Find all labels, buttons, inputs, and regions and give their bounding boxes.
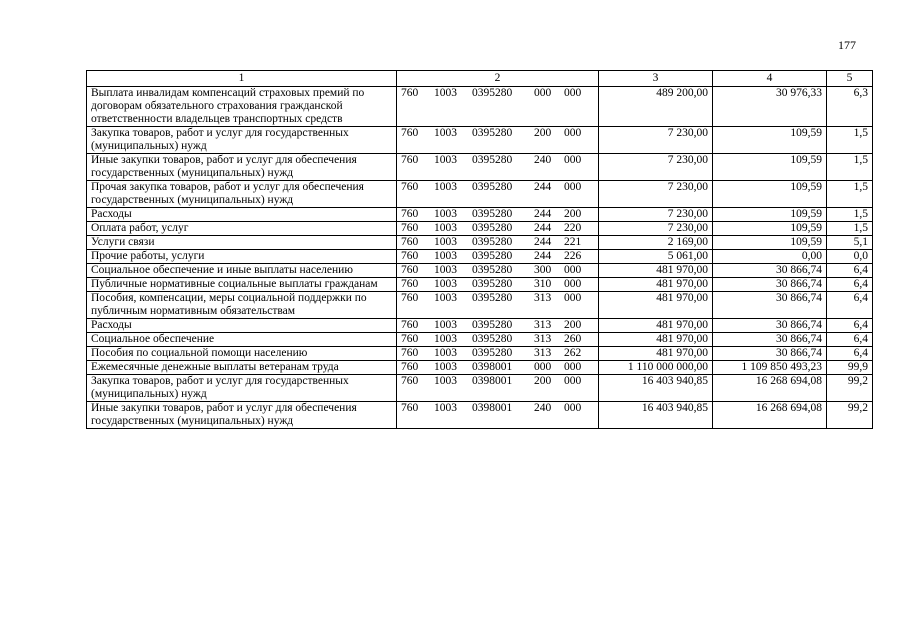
header-col-4: 4 [713,71,827,87]
row-value-v5: 5,1 [827,236,873,250]
row-value-v5: 1,5 [827,208,873,222]
row-value-v5: 99,9 [827,361,873,375]
code-part-5: 000 [564,402,582,414]
code-part-1: 760 [401,236,419,248]
code-part-4: 244 [534,222,552,234]
row-value-v4: 30 866,74 [713,292,827,319]
row-name: Иные закупки товаров, работ и услуг для обеспечения государственных (муниципальных) нужд [87,402,397,429]
code-part-3: 0395280 [472,87,513,99]
row-value-v5: 6,4 [827,264,873,278]
code-part-5: 000 [564,375,582,387]
code-part-2: 1003 [434,250,457,262]
code-part-3: 0395280 [472,278,513,290]
table-row [87,222,873,236]
row-codes [397,347,599,361]
code-part-5: 000 [564,292,582,304]
row-name: Закупка товаров, работ и услуг для государственных (муниципальных) нужд [87,375,397,402]
row-value-v4: 1 109 850 493,23 [713,361,827,375]
table-row [87,250,873,264]
row-value-v4: 30 976,33 [713,87,827,127]
row-name: Социальное обеспечение [87,333,397,347]
code-part-1: 760 [401,361,419,373]
code-part-1: 760 [401,347,419,359]
code-part-4: 200 [534,127,552,139]
code-part-1: 760 [401,222,419,234]
row-value-v3: 7 230,00 [599,154,713,181]
row-value-v3: 7 230,00 [599,127,713,154]
code-part-3: 0395280 [472,181,513,193]
row-value-v5: 0,0 [827,250,873,264]
table-row [87,181,873,208]
row-name: Расходы [87,319,397,333]
code-part-2: 1003 [434,333,457,345]
code-part-1: 760 [401,208,419,220]
row-value-v4: 109,59 [713,181,827,208]
code-part-2: 1003 [434,402,457,414]
code-part-2: 1003 [434,127,457,139]
row-value-v4: 0,00 [713,250,827,264]
code-part-1: 760 [401,375,419,387]
code-part-2: 1003 [434,347,457,359]
code-part-3: 0398001 [472,361,513,373]
code-part-3: 0395280 [472,208,513,220]
row-value-v5: 6,4 [827,333,873,347]
code-part-5: 000 [564,181,582,193]
row-value-v3: 7 230,00 [599,208,713,222]
code-part-1: 760 [401,333,419,345]
row-value-v4: 30 866,74 [713,319,827,333]
code-part-3: 0395280 [472,347,513,359]
code-part-3: 0395280 [472,319,513,331]
code-part-2: 1003 [434,222,457,234]
row-value-v4: 30 866,74 [713,333,827,347]
code-part-3: 0395280 [472,236,513,248]
row-codes [397,292,599,319]
row-name: Ежемесячные денежные выплаты ветеранам труда [87,361,397,375]
code-part-5: 200 [564,319,582,331]
row-name: Прочие работы, услуги [87,250,397,264]
code-part-5: 221 [564,236,582,248]
table-header [87,71,873,87]
code-part-2: 1003 [434,278,457,290]
row-value-v5: 1,5 [827,127,873,154]
table-row [87,87,873,127]
row-value-v4: 109,59 [713,208,827,222]
code-part-1: 760 [401,402,419,414]
row-name: Закупка товаров, работ и услуг для государственных (муниципальных) нужд [87,127,397,154]
code-part-1: 760 [401,154,419,166]
code-part-4: 313 [534,347,552,359]
code-part-1: 760 [401,250,419,262]
code-part-1: 760 [401,87,419,99]
row-name: Выплата инвалидам компенсаций страховых премий по договорам обязательного страхования гражданской ответственности владельцев транспортных средств [87,87,397,127]
row-codes [397,361,599,375]
table-row [87,319,873,333]
row-name: Расходы [87,208,397,222]
row-codes [397,154,599,181]
row-codes [397,319,599,333]
row-name: Социальное обеспечение и иные выплаты населению [87,264,397,278]
table-row [87,154,873,181]
code-part-1: 760 [401,292,419,304]
row-codes [397,278,599,292]
row-value-v5: 1,5 [827,222,873,236]
row-value-v4: 30 866,74 [713,278,827,292]
code-part-1: 760 [401,278,419,290]
code-part-4: 200 [534,375,552,387]
code-part-5: 220 [564,222,582,234]
row-codes [397,127,599,154]
code-part-5: 000 [564,154,582,166]
code-part-2: 1003 [434,264,457,276]
code-part-1: 760 [401,319,419,331]
budget-table [86,70,873,429]
row-value-v4: 109,59 [713,154,827,181]
code-part-3: 0398001 [472,402,513,414]
row-value-v5: 99,2 [827,375,873,402]
row-value-v4: 109,59 [713,127,827,154]
code-part-1: 760 [401,127,419,139]
code-part-3: 0395280 [472,250,513,262]
row-codes [397,87,599,127]
code-part-3: 0395280 [472,154,513,166]
row-value-v4: 109,59 [713,222,827,236]
code-part-4: 000 [534,87,552,99]
row-value-v3: 481 970,00 [599,264,713,278]
code-part-5: 260 [564,333,582,345]
row-value-v3: 7 230,00 [599,181,713,208]
code-part-2: 1003 [434,236,457,248]
row-codes [397,402,599,429]
table-row [87,264,873,278]
table-row [87,347,873,361]
table-row [87,361,873,375]
code-part-2: 1003 [434,292,457,304]
row-value-v3: 7 230,00 [599,222,713,236]
row-codes [397,375,599,402]
code-part-5: 226 [564,250,582,262]
code-part-4: 240 [534,154,552,166]
row-value-v5: 6,4 [827,278,873,292]
code-part-2: 1003 [434,154,457,166]
code-part-4: 244 [534,236,552,248]
code-part-4: 310 [534,278,552,290]
code-part-3: 0395280 [472,264,513,276]
table-row [87,278,873,292]
code-part-2: 1003 [434,181,457,193]
code-part-3: 0395280 [472,127,513,139]
code-part-5: 000 [564,278,582,290]
row-value-v5: 6,4 [827,292,873,319]
row-codes [397,333,599,347]
code-part-4: 000 [534,361,552,373]
row-value-v3: 489 200,00 [599,87,713,127]
row-value-v3: 1 110 000 000,00 [599,361,713,375]
table-row [87,208,873,222]
code-part-4: 244 [534,181,552,193]
code-part-4: 240 [534,402,552,414]
code-part-3: 0398001 [472,375,513,387]
row-value-v4: 30 866,74 [713,347,827,361]
code-part-3: 0395280 [472,333,513,345]
code-part-4: 244 [534,208,552,220]
row-name: Пособия, компенсации, меры социальной поддержки по публичным нормативным обязательствам [87,292,397,319]
row-codes [397,236,599,250]
header-col-5: 5 [827,71,873,87]
code-part-5: 000 [564,361,582,373]
row-value-v5: 6,3 [827,87,873,127]
row-value-v3: 5 061,00 [599,250,713,264]
row-value-v3: 16 403 940,85 [599,375,713,402]
row-value-v5: 1,5 [827,154,873,181]
code-part-5: 000 [564,87,582,99]
row-codes [397,208,599,222]
table-body [87,87,873,429]
row-value-v4: 16 268 694,08 [713,375,827,402]
code-part-4: 244 [534,250,552,262]
row-codes [397,264,599,278]
row-value-v3: 481 970,00 [599,319,713,333]
row-value-v3: 481 970,00 [599,292,713,319]
code-part-2: 1003 [434,319,457,331]
row-value-v3: 481 970,00 [599,278,713,292]
code-part-2: 1003 [434,208,457,220]
table-row [87,333,873,347]
row-name: Прочая закупка товаров, работ и услуг для обеспечения государственных (муниципальных) нужд [87,181,397,208]
row-value-v5: 1,5 [827,181,873,208]
row-value-v5: 6,4 [827,319,873,333]
code-part-3: 0395280 [472,222,513,234]
code-part-5: 200 [564,208,582,220]
row-value-v3: 481 970,00 [599,347,713,361]
row-value-v3: 16 403 940,85 [599,402,713,429]
row-name: Пособия по социальной помощи населению [87,347,397,361]
code-part-2: 1003 [434,361,457,373]
row-name: Услуги связи [87,236,397,250]
code-part-5: 000 [564,264,582,276]
code-part-5: 000 [564,127,582,139]
row-value-v5: 6,4 [827,347,873,361]
code-part-4: 300 [534,264,552,276]
row-value-v4: 30 866,74 [713,264,827,278]
row-codes [397,181,599,208]
row-value-v3: 481 970,00 [599,333,713,347]
table-row [87,402,873,429]
code-part-2: 1003 [434,87,457,99]
header-col-1: 1 [87,71,397,87]
row-codes [397,222,599,236]
header-col-2: 2 [397,71,599,87]
row-value-v4: 16 268 694,08 [713,402,827,429]
row-value-v4: 109,59 [713,236,827,250]
row-name: Оплата работ, услуг [87,222,397,236]
code-part-1: 760 [401,264,419,276]
table-row [87,292,873,319]
header-col-3: 3 [599,71,713,87]
row-value-v3: 2 169,00 [599,236,713,250]
table-row [87,127,873,154]
table-row [87,375,873,402]
code-part-5: 262 [564,347,582,359]
code-part-3: 0395280 [472,292,513,304]
row-name: Публичные нормативные социальные выплаты гражданам [87,278,397,292]
code-part-1: 760 [401,181,419,193]
row-value-v5: 99,2 [827,402,873,429]
row-name: Иные закупки товаров, работ и услуг для обеспечения государственных (муниципальных) нужд [87,154,397,181]
code-part-4: 313 [534,292,552,304]
page-number: 177 [838,38,856,52]
table-row [87,236,873,250]
code-part-2: 1003 [434,375,457,387]
row-codes [397,250,599,264]
code-part-4: 313 [534,319,552,331]
code-part-4: 313 [534,333,552,345]
